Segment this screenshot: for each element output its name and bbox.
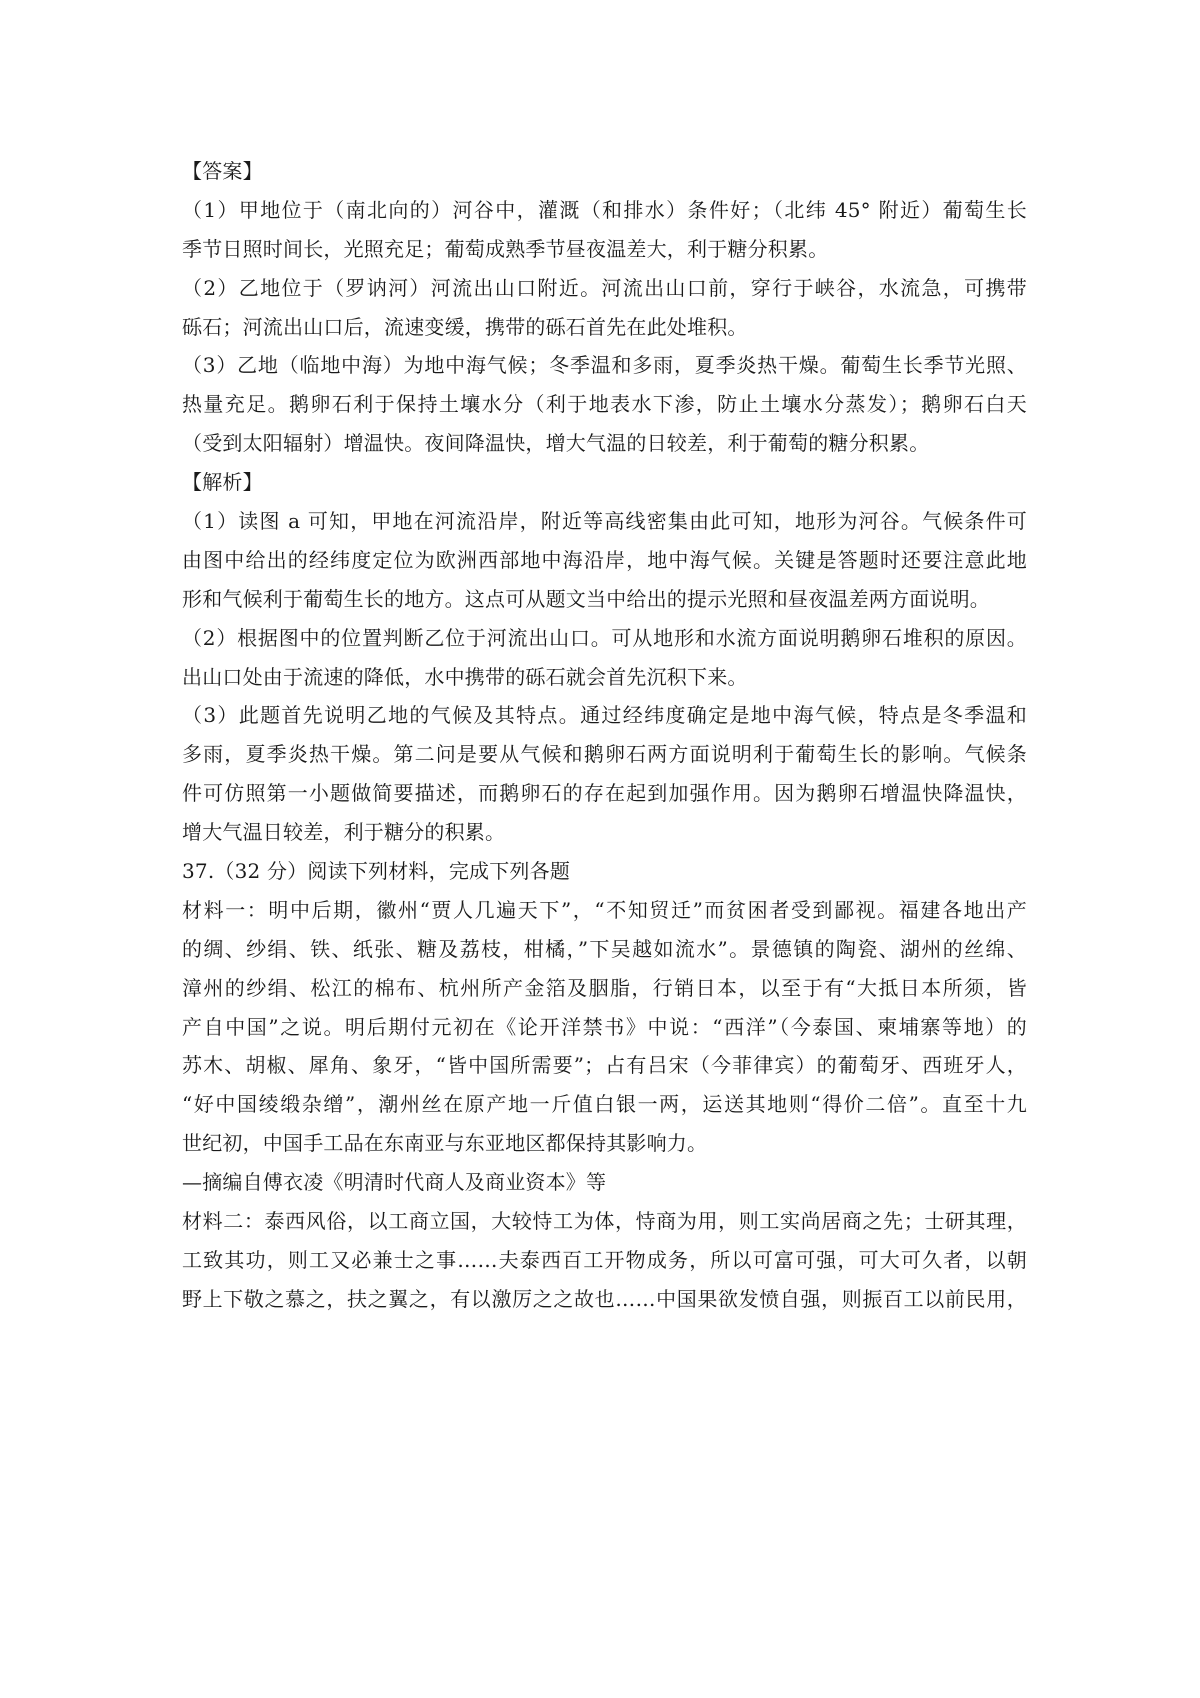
text-line: （2）乙地位于（罗讷河）河流出山口附近。河流出山口前，穿行于峡谷，水流急，可携带 [182, 275, 1027, 300]
text-line: 野上下敬之慕之，扶之翼之，有以激厉之之故也……中国果欲发愤自强，则振百工以前民用， [182, 1286, 1027, 1311]
text-line: （2）根据图中的位置判断乙位于河流出山口。可从地形和水流方面说明鹅卵石堆积的原因。 [182, 625, 1027, 650]
text-line: “好中国绫缎杂缯”，潮州丝在原产地一斤值白银一两，运送其地则“得价二倍”。直至十九 [182, 1092, 1027, 1117]
text-line: 苏木、胡椒、犀角、象牙，“皆中国所需要”；占有吕宋（今菲律宾）的葡萄牙、西班牙人， [182, 1053, 1027, 1078]
text-line: —摘编自傅衣凌《明清时代商人及商业资本》等 [182, 1170, 607, 1195]
text-line: 多雨，夏季炎热干燥。第二问是要从气候和鹅卵石两方面说明利于葡萄生长的影响。气候条 [182, 742, 1027, 767]
text-line: 增大气温日较差，利于糖分的积累。 [182, 820, 506, 845]
text-line: （1）甲地位于（南北向的）河谷中，灌溉（和排水）条件好；（北纬 45° 附近）葡萄生长 [182, 197, 1027, 222]
text-line: （3）乙地（临地中海）为地中海气候；冬季温和多雨，夏季炎热干燥。葡萄生长季节光照、 [182, 353, 1027, 378]
text-line: 由图中给出的经纬度定位为欧洲西部地中海沿岸，地中海气候。关键是答题时还要注意此地 [182, 547, 1027, 572]
text-line: 产自中国”之说。明后期付元初在《论开洋禁书》中说：“西洋”（今泰国、柬埔寨等地）的 [182, 1014, 1027, 1039]
text-line: 形和气候利于葡萄生长的地方。这点可从题文当中给出的提示光照和昼夜温差两方面说明。 [182, 586, 990, 611]
text-line: （受到太阳辐射）增温快。夜间降温快，增大气温的日较差，利于葡萄的糖分积累。 [182, 431, 930, 456]
text-line: 工致其功，则工又必兼士之事……夫泰西百工开物成务，所以可富可强，可大可久者，以朝 [182, 1247, 1027, 1272]
text-line: 【解析】 [182, 470, 263, 495]
text-line: （1）读图 a 可知，甲地在河流沿岸，附近等高线密集由此可知，地形为河谷。气候条件可 [182, 509, 1027, 534]
text-line: 世纪初，中国手工品在东南亚与东亚地区都保持其影响力。 [182, 1131, 708, 1156]
text-line: （3）此题首先说明乙地的气候及其特点。通过经纬度确定是地中海气候，特点是冬季温和 [182, 703, 1027, 728]
document-page [182, 152, 1027, 1319]
text-line: 材料一：明中后期，徽州“贾人几遍天下”，“不知贸迁”而贫困者受到鄙视。福建各地出产 [182, 897, 1027, 922]
text-line: 砾石；河流出山口后，流速变缓，携带的砾石首先在此处堆积。 [182, 314, 748, 339]
text-line: 件可仿照第一小题做简要描述，而鹅卵石的存在起到加强作用。因为鹅卵石增温快降温快， [182, 781, 1027, 806]
text-line: 热量充足。鹅卵石利于保持土壤水分（利于地表水下渗，防止土壤水分蒸发）；鹅卵石白天 [182, 392, 1027, 417]
text-line: 出山口处由于流速的降低，水中携带的砾石就会首先沉积下来。 [182, 664, 748, 689]
text-line: 漳州的纱绢、松江的棉布、杭州所产金箔及胭脂，行销日本，以至于有“大抵日本所须，皆 [182, 975, 1027, 1000]
text-line: 的绸、纱绢、铁、纸张、糖及荔枝，柑橘，”下吴越如流水”。景德镇的陶瓷、湖州的丝绵、 [182, 936, 1027, 961]
text-line: 季节日照时间长，光照充足；葡萄成熟季节昼夜温差大，利于糖分积累。 [182, 236, 829, 261]
text-line: 材料二：泰西风俗，以工商立国，大较恃工为体，恃商为用，则工实尚居商之先；士研其理， [182, 1209, 1027, 1234]
text-line: 【答案】 [182, 159, 263, 183]
text-line: 37.（32 分）阅读下列材料，完成下列各题 [182, 859, 571, 884]
